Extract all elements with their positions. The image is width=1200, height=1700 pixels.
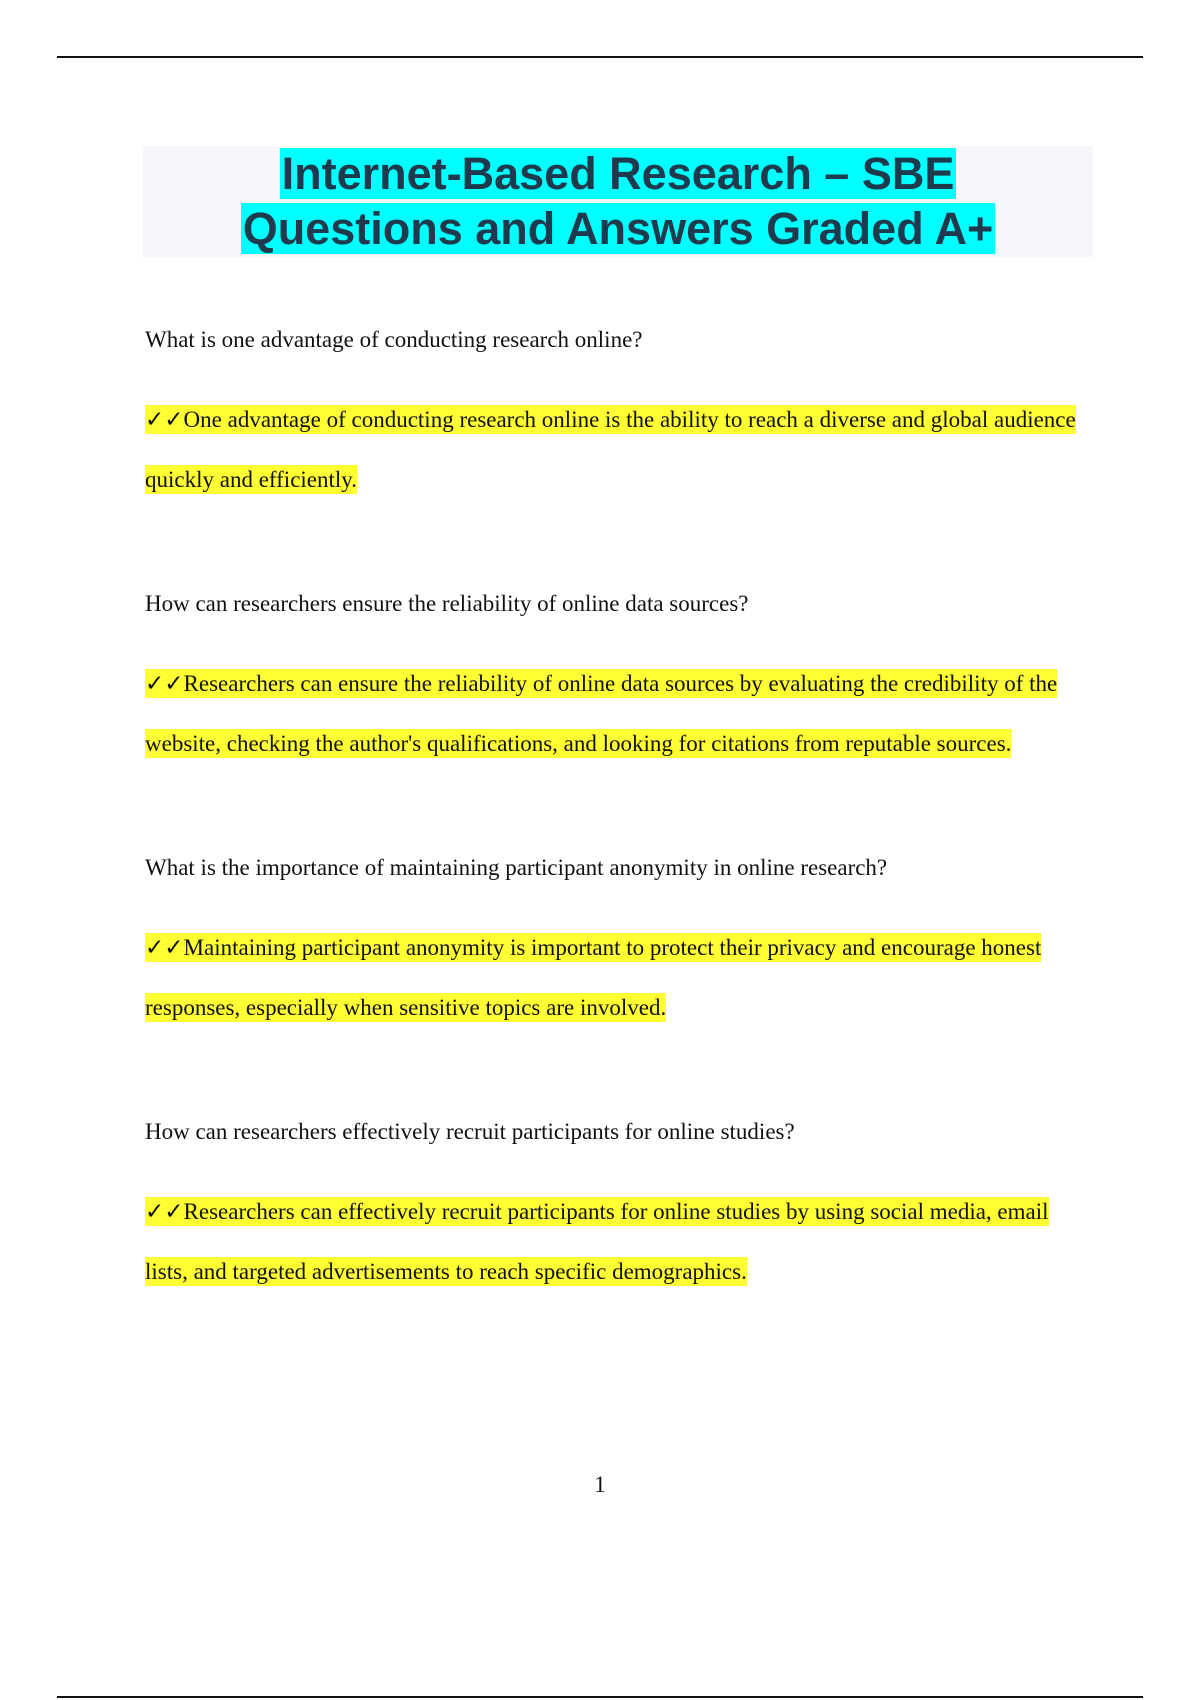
- double-check-icon: ✓✓: [145, 671, 184, 697]
- bottom-rule: [57, 1696, 1143, 1698]
- answer-highlight: [145, 669, 1057, 758]
- answer-block: [145, 654, 1095, 774]
- page-number: 1: [594, 1472, 606, 1497]
- double-check-icon: ✓✓: [145, 935, 184, 961]
- answer-block: [145, 390, 1095, 510]
- answer-highlight: [145, 1197, 1049, 1286]
- answer-block: [145, 1182, 1095, 1302]
- qa-item-2: [145, 584, 1095, 774]
- answer-text: Maintaining participant anonymity is important to protect their privacy and encourage honest responses, especially when sensitive topics are involved.: [145, 935, 1042, 1020]
- qa-item-1: [145, 320, 1095, 510]
- double-check-icon: ✓✓: [145, 1199, 184, 1225]
- answer-text: One advantage of conducting research online is the ability to reach a diverse and global audience quickly and efficiently.: [145, 407, 1076, 492]
- title-block: [143, 146, 1093, 257]
- answer-text: Researchers can effectively recruit participants for online studies by using social media, email lists, and targeted advertisements to reach specific demographics.: [145, 1199, 1049, 1284]
- top-rule: [57, 56, 1143, 58]
- qa-list: [145, 320, 1095, 1376]
- answer-text: Researchers can ensure the reliability of online data sources by evaluating the credibility of the website, checking the author's qualifications, and looking for citations from reputable sources.: [145, 671, 1058, 756]
- title-line-1: Internet-Based Research – SBE: [281, 148, 955, 199]
- question-text: What is the importance of maintaining participant anonymity in online research?: [145, 855, 888, 880]
- title-line-2: Questions and Answers Graded A+: [242, 203, 994, 254]
- qa-item-3: [145, 848, 1095, 1038]
- answer-block: [145, 918, 1095, 1038]
- question-text: What is one advantage of conducting research online?: [145, 327, 643, 352]
- double-check-icon: ✓✓: [145, 407, 184, 433]
- question-text: How can researchers effectively recruit participants for online studies?: [145, 1119, 795, 1144]
- answer-highlight: [145, 405, 1076, 494]
- question-text: How can researchers ensure the reliability of online data sources?: [145, 591, 749, 616]
- answer-highlight: [145, 933, 1041, 1022]
- qa-item-4: [145, 1112, 1095, 1302]
